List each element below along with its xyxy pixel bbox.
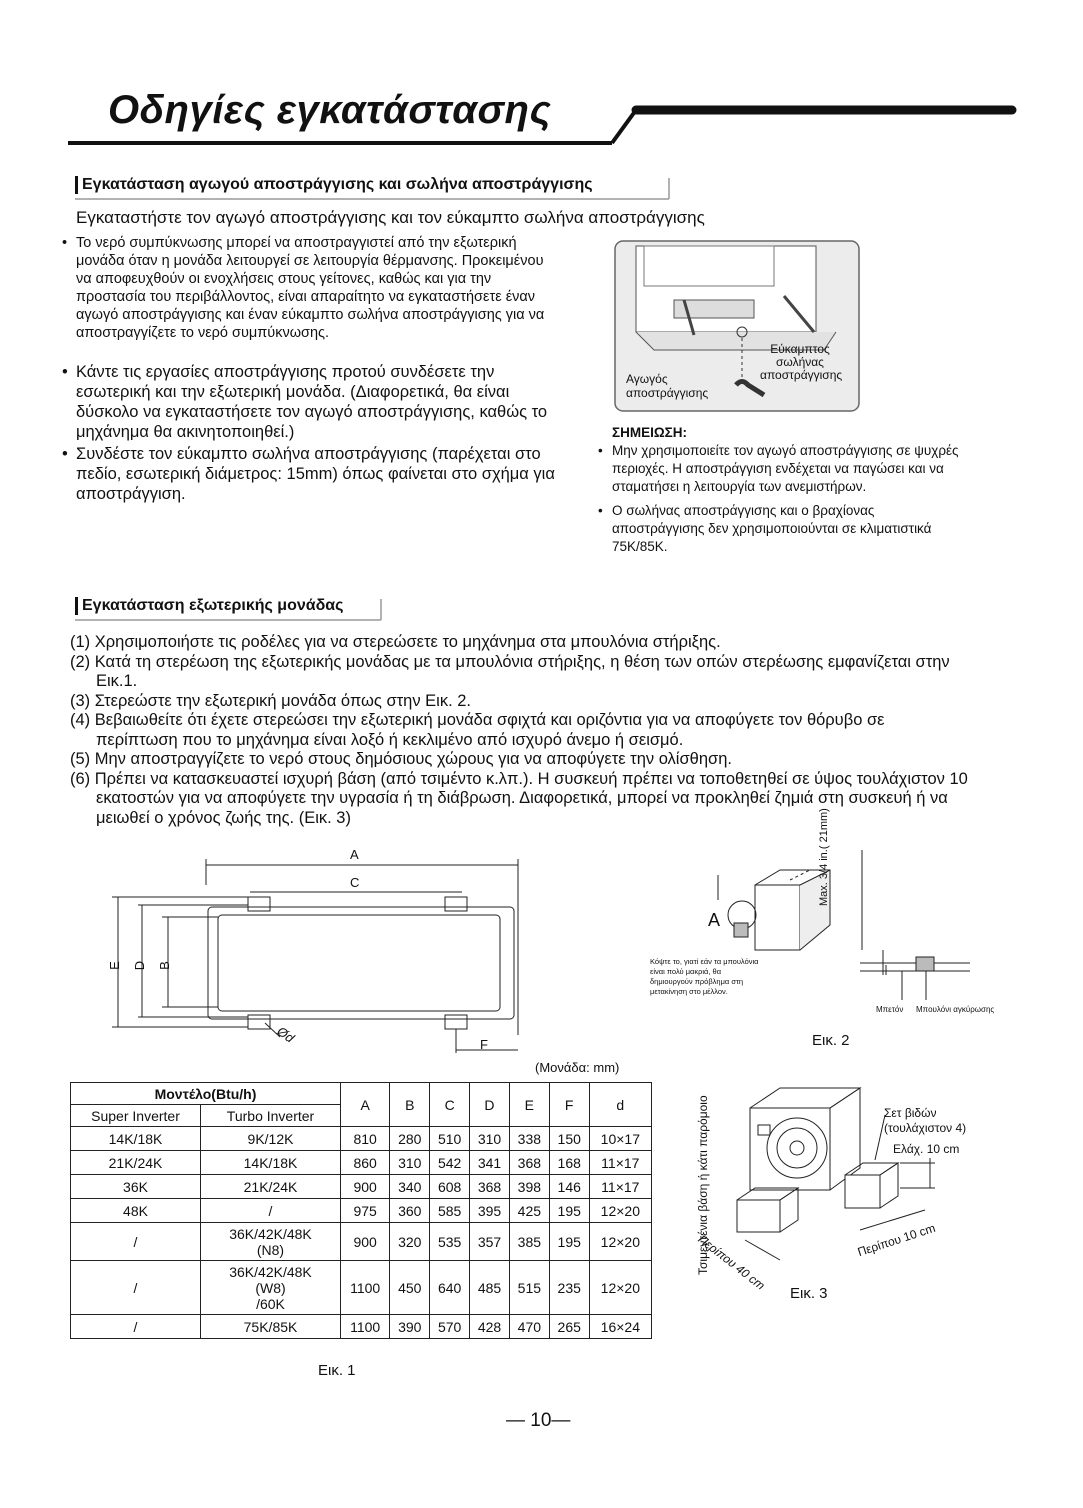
cell: 14K/18K bbox=[71, 1127, 201, 1151]
fig1-diagram bbox=[100, 845, 530, 1055]
cell: 16×24 bbox=[589, 1315, 651, 1339]
cell: 168 bbox=[549, 1151, 589, 1175]
cell: 310 bbox=[390, 1151, 430, 1175]
bullet-3: • Συνδέστε τον εύκαμπτο σωλήνα αποστράγγισης (παρέχεται στο πεδίο, εσωτερική διάμετρος: 15mm) όπως φαίνεται στο σχήμα για αποστράγγιση. bbox=[62, 444, 562, 504]
cell: 900 bbox=[341, 1175, 390, 1199]
cell: 150 bbox=[549, 1127, 589, 1151]
cell: 640 bbox=[430, 1261, 470, 1315]
step-3: (3) Στερεώστε την εξωτερική μονάδα όπως στην Εικ. 2. bbox=[70, 691, 472, 710]
fig2-concrete: Μπετόν bbox=[876, 1005, 904, 1014]
dim-C: C bbox=[350, 875, 360, 890]
cell: 360 bbox=[390, 1199, 430, 1223]
duct-line-1: Αγωγός bbox=[626, 372, 668, 386]
hose-line-1: Εύκαμπτος bbox=[770, 342, 830, 356]
cell: 1100 bbox=[341, 1261, 390, 1315]
unit-note: (Μονάδα: mm) bbox=[535, 1060, 620, 1075]
cell: / bbox=[201, 1199, 341, 1223]
cell: 48K bbox=[71, 1199, 201, 1223]
col-A: A bbox=[341, 1083, 390, 1127]
cell: 428 bbox=[470, 1315, 510, 1339]
cell: 341 bbox=[470, 1151, 510, 1175]
model-header: Μοντέλο(Btu/h) bbox=[71, 1083, 341, 1105]
cell: 515 bbox=[509, 1261, 549, 1315]
note-1: • Μην χρησιμοποιείτε τον αγωγό αποστράγγισης σε ψυχρές περιοχές. Η αποστράγγιση ενδέχεται να παγώσει και να σταματήσει η λειτουργία των ανεμιστήρων. bbox=[598, 442, 968, 496]
fig3-screws-label bbox=[884, 1106, 966, 1136]
label-flexible-hose bbox=[760, 342, 843, 382]
label-drain-duct bbox=[626, 372, 708, 400]
page-title: Οδηγίες εγκατάστασης bbox=[108, 88, 552, 132]
section-1-intro: Εγκαταστήστε τον αγωγό αποστράγγισης και τον εύκαμπτο σωλήνα αποστράγγισης bbox=[76, 208, 705, 227]
dim-B: B bbox=[156, 961, 172, 970]
table-row bbox=[71, 1175, 652, 1199]
cell: 265 bbox=[549, 1315, 589, 1339]
cell: 608 bbox=[430, 1175, 470, 1199]
bullet-1: • Το νερό συμπύκνωσης μπορεί να αποστραγγιστεί από την εξωτερική μονάδα όταν η μονάδα λειτουργεί σε λειτουργία θέρμανσης. Προκειμένου να αποφευχθούν οι ενοχλήσεις στους γείτονες, καθώς και για την προστασία του περιβάλλοντος, είναι απαραίτητο να εγκαταστήσετε έναν αγωγό αποστράγγισης και έναν εύκαμπτο σωλήνα αποστράγγισης για να αποστραγγίζετε το νερό συμπύκνωσης. bbox=[62, 234, 550, 342]
dim-E: E bbox=[106, 961, 122, 970]
section-1-bullets bbox=[62, 234, 550, 342]
title-rule bbox=[0, 0, 1083, 160]
cell: 310 bbox=[470, 1127, 510, 1151]
screws-line-1: Σετ βιδών bbox=[884, 1106, 937, 1120]
fig2-cut-note: Κόψτε το, γιατί εάν τα μπουλόνια είναι πολύ μακριά, θα δημιουργούν πρόβλημα στη μετακίνηση στο μέλλον. bbox=[650, 957, 759, 996]
cell: 12×20 bbox=[589, 1261, 651, 1315]
col-C: C bbox=[430, 1083, 470, 1127]
cell: 485 bbox=[470, 1261, 510, 1315]
cell: 11×17 bbox=[589, 1175, 651, 1199]
page-number: — 10— bbox=[506, 1410, 571, 1431]
section-1-heading: Εγκατάσταση αγωγού αποστράγγισης και σωλήνα αποστράγγισης bbox=[75, 176, 593, 194]
fig2-anchor: Μπουλόνι αγκύρωσης bbox=[916, 1005, 995, 1014]
dim-F: F bbox=[480, 1037, 488, 1052]
table-row bbox=[71, 1127, 652, 1151]
fig1-caption: Εικ. 1 bbox=[318, 1362, 356, 1379]
fig3-approx-40: Περίπου 40 cm bbox=[695, 1232, 768, 1293]
cell: / bbox=[71, 1261, 201, 1315]
dim-A: A bbox=[350, 847, 359, 862]
cell: 338 bbox=[509, 1127, 549, 1151]
table-row bbox=[71, 1199, 652, 1223]
section-2-underline bbox=[75, 597, 395, 622]
fig3-caption: Εικ. 3 bbox=[790, 1285, 828, 1302]
table-row bbox=[71, 1151, 652, 1175]
hose-line-2: σωλήνας bbox=[776, 355, 824, 369]
cell: 975 bbox=[341, 1199, 390, 1223]
fig3-approx-10: Περίπου 10 cm bbox=[855, 1220, 938, 1260]
cell: 510 bbox=[430, 1127, 470, 1151]
cell: 570 bbox=[430, 1315, 470, 1339]
col-D: D bbox=[470, 1083, 510, 1127]
dim-d: Ød bbox=[274, 1023, 298, 1046]
table-row bbox=[71, 1315, 652, 1339]
cell: 542 bbox=[430, 1151, 470, 1175]
sub-super: Super Inverter bbox=[71, 1105, 201, 1127]
page-number-value: 10 bbox=[530, 1410, 552, 1431]
table-row bbox=[71, 1261, 652, 1315]
cell: 1100 bbox=[341, 1315, 390, 1339]
step-6: (6) Πρέπει να κατασκευαστεί ισχυρή βάση (από τσιμέντο κ.λπ.). Η συσκευή πρέπει να τοποθετηθεί σε ύψος τουλάχιστον 10 εκατοστών για να αποφύγετε την υγρασία ή τη διάβρωση. Διαφορετικά, μπορεί να προκληθεί ζημιά στη συσκευή ή να μειωθεί ο χρόνος ζωής της. (Εικ. 3) bbox=[70, 769, 968, 827]
spec-table bbox=[70, 1082, 652, 1339]
cell: 146 bbox=[549, 1175, 589, 1199]
note-list bbox=[598, 442, 968, 556]
cell: 470 bbox=[509, 1315, 549, 1339]
cell: 425 bbox=[509, 1199, 549, 1223]
fig2-diagram bbox=[640, 845, 1020, 1025]
cell: 36K bbox=[71, 1175, 201, 1199]
cell: 21K/24K bbox=[201, 1175, 341, 1199]
cell: 195 bbox=[549, 1199, 589, 1223]
cell: 368 bbox=[509, 1151, 549, 1175]
step-4: (4) Βεβαιωθείτε ότι έχετε στερεώσει την εξωτερική μονάδα σφιχτά και οριζόντια για να αποφύγετε τον θόρυβο σε περίπτωση που το μηχάνημα είναι λοξό ή κεκλιμένο από ισχυρό άνεμο ή σεισμό. bbox=[70, 711, 885, 749]
fig2-label-A: A bbox=[708, 910, 721, 930]
screws-line-2: (τουλάχιστον 4) bbox=[884, 1121, 967, 1135]
duct-line-2: αποστράγγισης bbox=[626, 386, 709, 400]
step-2: (2) Κατά τη στερέωση της εξωτερικής μονάδας με τα μπουλόνια στήριξης, η θέση των οπών στερέωσης εμφανίζεται στην Εικ.1. bbox=[70, 652, 950, 690]
cell: 395 bbox=[470, 1199, 510, 1223]
cell: 195 bbox=[549, 1223, 589, 1261]
cell: 12×20 bbox=[589, 1223, 651, 1261]
fig2-max-label: Max. 3/4 in.( 21mm) bbox=[818, 808, 830, 906]
cell: 357 bbox=[470, 1223, 510, 1261]
cell: 900 bbox=[341, 1223, 390, 1261]
cell: 535 bbox=[430, 1223, 470, 1261]
cell: 340 bbox=[390, 1175, 430, 1199]
cell: / bbox=[71, 1315, 201, 1339]
cell: 11×17 bbox=[589, 1151, 651, 1175]
col-B: B bbox=[390, 1083, 430, 1127]
installation-steps bbox=[70, 633, 970, 828]
dim-D: D bbox=[132, 960, 148, 971]
cell: 450 bbox=[390, 1261, 430, 1315]
fig3-side-label: Τσιμεντένια βάση ή κάτι παρόμοιο bbox=[696, 1095, 710, 1275]
fig2-caption: Εικ. 2 bbox=[812, 1032, 850, 1049]
cell: 860 bbox=[341, 1151, 390, 1175]
section-2-heading: Εγκατάσταση εξωτερικής μονάδας bbox=[75, 597, 343, 615]
cell: 36K/42K/48K (N8) bbox=[201, 1223, 341, 1261]
step-1: (1) Χρησιμοποιήστε τις ροδέλες για να στερεώσετε το μηχάνημα στα μπουλόνια στήριξης. bbox=[70, 633, 721, 651]
note-heading: ΣΗΜΕΙΩΣΗ: bbox=[612, 425, 688, 440]
cell: 320 bbox=[390, 1223, 430, 1261]
table-row bbox=[71, 1223, 652, 1261]
hose-line-3: αποστράγγισης bbox=[760, 368, 843, 382]
cell: 9K/12K bbox=[201, 1127, 341, 1151]
cell: 12×20 bbox=[589, 1199, 651, 1223]
cell: 36K/42K/48K (W8) /60K bbox=[201, 1261, 341, 1315]
cell: 390 bbox=[390, 1315, 430, 1339]
cell: 398 bbox=[509, 1175, 549, 1199]
sub-turbo: Turbo Inverter bbox=[201, 1105, 341, 1127]
cell: 10×17 bbox=[589, 1127, 651, 1151]
note-2: • Ο σωλήνας αποστράγγισης και ο βραχίονας αποστράγγισης δεν χρησιμοποιούνται σε κλιματιστικά 75K/85K. bbox=[598, 502, 968, 556]
step-5: (5) Μην αποστραγγίζετε το νερό στους δημόσιους χώρους για να αποφύγετε την ολίσθηση. bbox=[70, 750, 732, 768]
cell: 14K/18K bbox=[201, 1151, 341, 1175]
col-F: F bbox=[549, 1083, 589, 1127]
cell: 21K/24K bbox=[71, 1151, 201, 1175]
cell: / bbox=[71, 1223, 201, 1261]
cell: 75K/85K bbox=[201, 1315, 341, 1339]
col-d: d bbox=[589, 1083, 651, 1127]
cell: 368 bbox=[470, 1175, 510, 1199]
fig3-min-label: Ελάχ. 10 cm bbox=[893, 1142, 960, 1156]
cell: 585 bbox=[430, 1199, 470, 1223]
cell: 280 bbox=[390, 1127, 430, 1151]
section-1-underline bbox=[75, 176, 675, 201]
bullet-2: • Κάντε τις εργασίες αποστράγγισης προτού συνδέσετε την εσωτερική και την εξωτερική μονάδα. (Διαφορετικά, θα είναι δύσκολο να εγκαταστήσετε τον αγωγό αποστράγγισης, καθώς το μηχάνημα θα ακινητοποιηθεί.) bbox=[62, 362, 562, 442]
cell: 235 bbox=[549, 1261, 589, 1315]
cell: 385 bbox=[509, 1223, 549, 1261]
cell: 810 bbox=[341, 1127, 390, 1151]
col-E: E bbox=[509, 1083, 549, 1127]
section-1-bullets-2 bbox=[62, 362, 562, 504]
